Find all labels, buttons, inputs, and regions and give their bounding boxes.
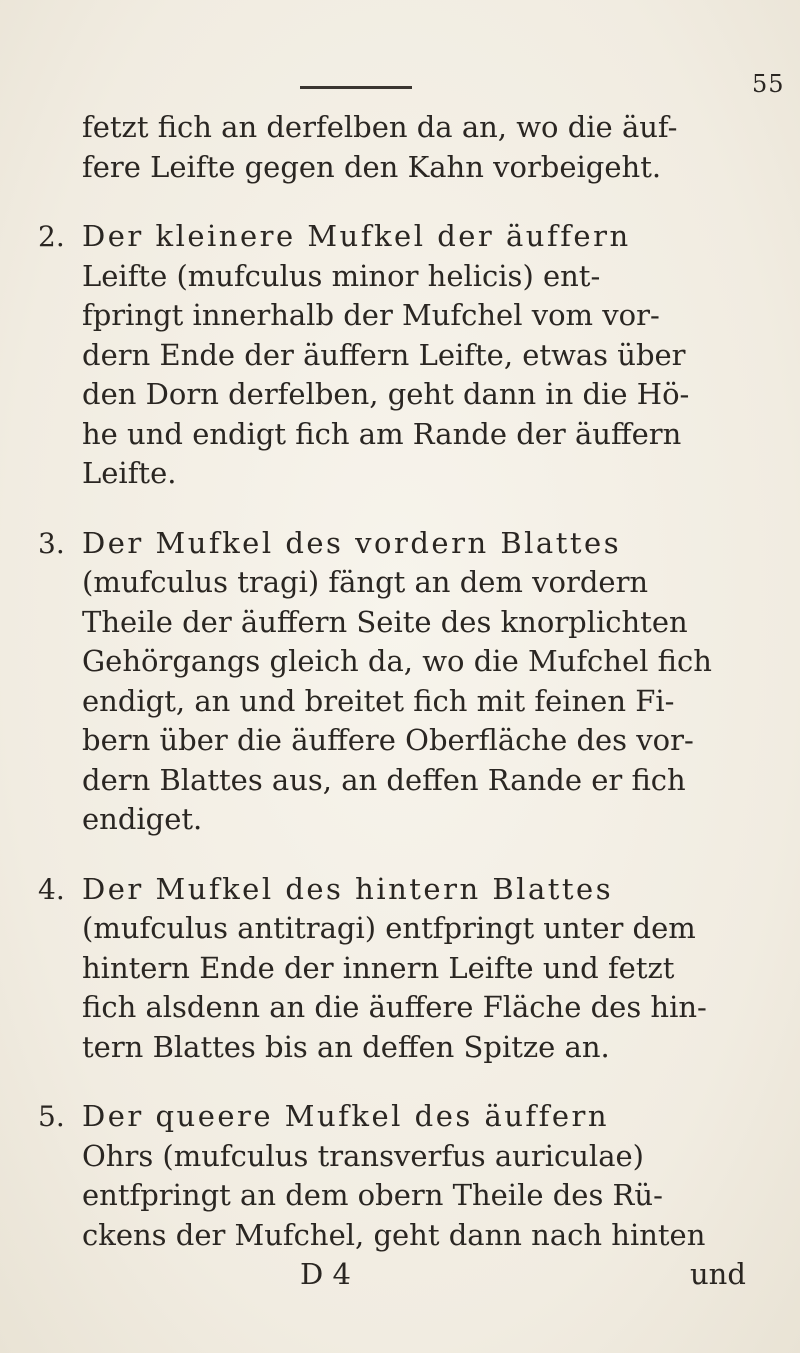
body-text — [38, 108, 778, 1295]
paragraph-5 — [38, 1097, 778, 1255]
paragraph-number: 3. — [38, 526, 65, 560]
paragraph-number: 4. — [38, 872, 65, 906]
text-line: Ohrs (mufculus transverfus auriculae) — [82, 1138, 644, 1173]
paragraph-number: 5. — [38, 1100, 65, 1133]
paragraph-2 — [38, 217, 778, 494]
section-heading: Der Mufkel des hintern Blattes — [82, 871, 614, 906]
text-line: ckens der Mufchel, geht dann nach hinten — [82, 1217, 706, 1252]
text-line: entfpringt an dem obern Theile des Rü- — [82, 1178, 663, 1212]
paragraph-1 — [38, 108, 778, 187]
section-heading: Der Mufkel des vordern Blattes — [82, 525, 622, 560]
text-line: Leifte (mufculus minor helicis) ent- — [82, 258, 601, 293]
text-line: dern Ende der äuffern Leifte, etwas über — [82, 337, 686, 372]
catchword: und — [690, 1257, 746, 1291]
page-number: 55 — [752, 70, 785, 98]
text-line: den Dorn derfelben, geht dann in die Hö- — [82, 377, 690, 411]
text-line: (mufculus tragi) fängt an dem vordern — [82, 565, 649, 599]
section-heading: Der queere Mufkel des äuffern — [82, 1099, 610, 1133]
paragraph-3 — [38, 524, 778, 840]
text-line: Leifte. — [82, 456, 177, 490]
text-line: tern Blattes bis an deffen Spitze an. — [82, 1029, 610, 1064]
signature-mark: D 4 — [300, 1257, 351, 1291]
paragraph-4 — [38, 870, 778, 1068]
text-line: Gehörgangs gleich da, wo die Mufchel fich — [82, 644, 712, 678]
paragraph-number: 2. — [38, 220, 65, 253]
text-line: Theile der äuffern Seite des knorplichten — [82, 604, 688, 639]
section-heading: Der kleinere Mufkel der äuffern — [82, 219, 631, 253]
text-line: endiget. — [82, 802, 203, 836]
text-line: hintern Ende der innern Leifte und fetzt — [82, 950, 675, 985]
text-line: fich alsdenn an die äuffere Fläche des hin- — [82, 990, 707, 1024]
text-line: fetzt fich an derfelben da an, wo die äuf- — [82, 110, 678, 144]
text-line: he und endigt fich am Rande der äuffern — [82, 416, 682, 451]
text-line: (mufculus antitragi) entfpringt unter dem — [82, 911, 696, 945]
footer-line — [38, 1255, 778, 1295]
text-line: dern Blattes aus, an deffen Rande er fich — [82, 762, 686, 797]
text-line: fere Leifte gegen den Kahn vorbeigeht. — [82, 149, 662, 184]
text-line: fpringt innerhalb der Mufchel vom vor- — [82, 298, 660, 332]
header-rule — [300, 86, 412, 89]
text-line: endigt, an und breitet fich mit feinen Fi- — [82, 683, 675, 718]
text-line: bern über die äuffere Oberfläche des vor- — [82, 723, 694, 757]
